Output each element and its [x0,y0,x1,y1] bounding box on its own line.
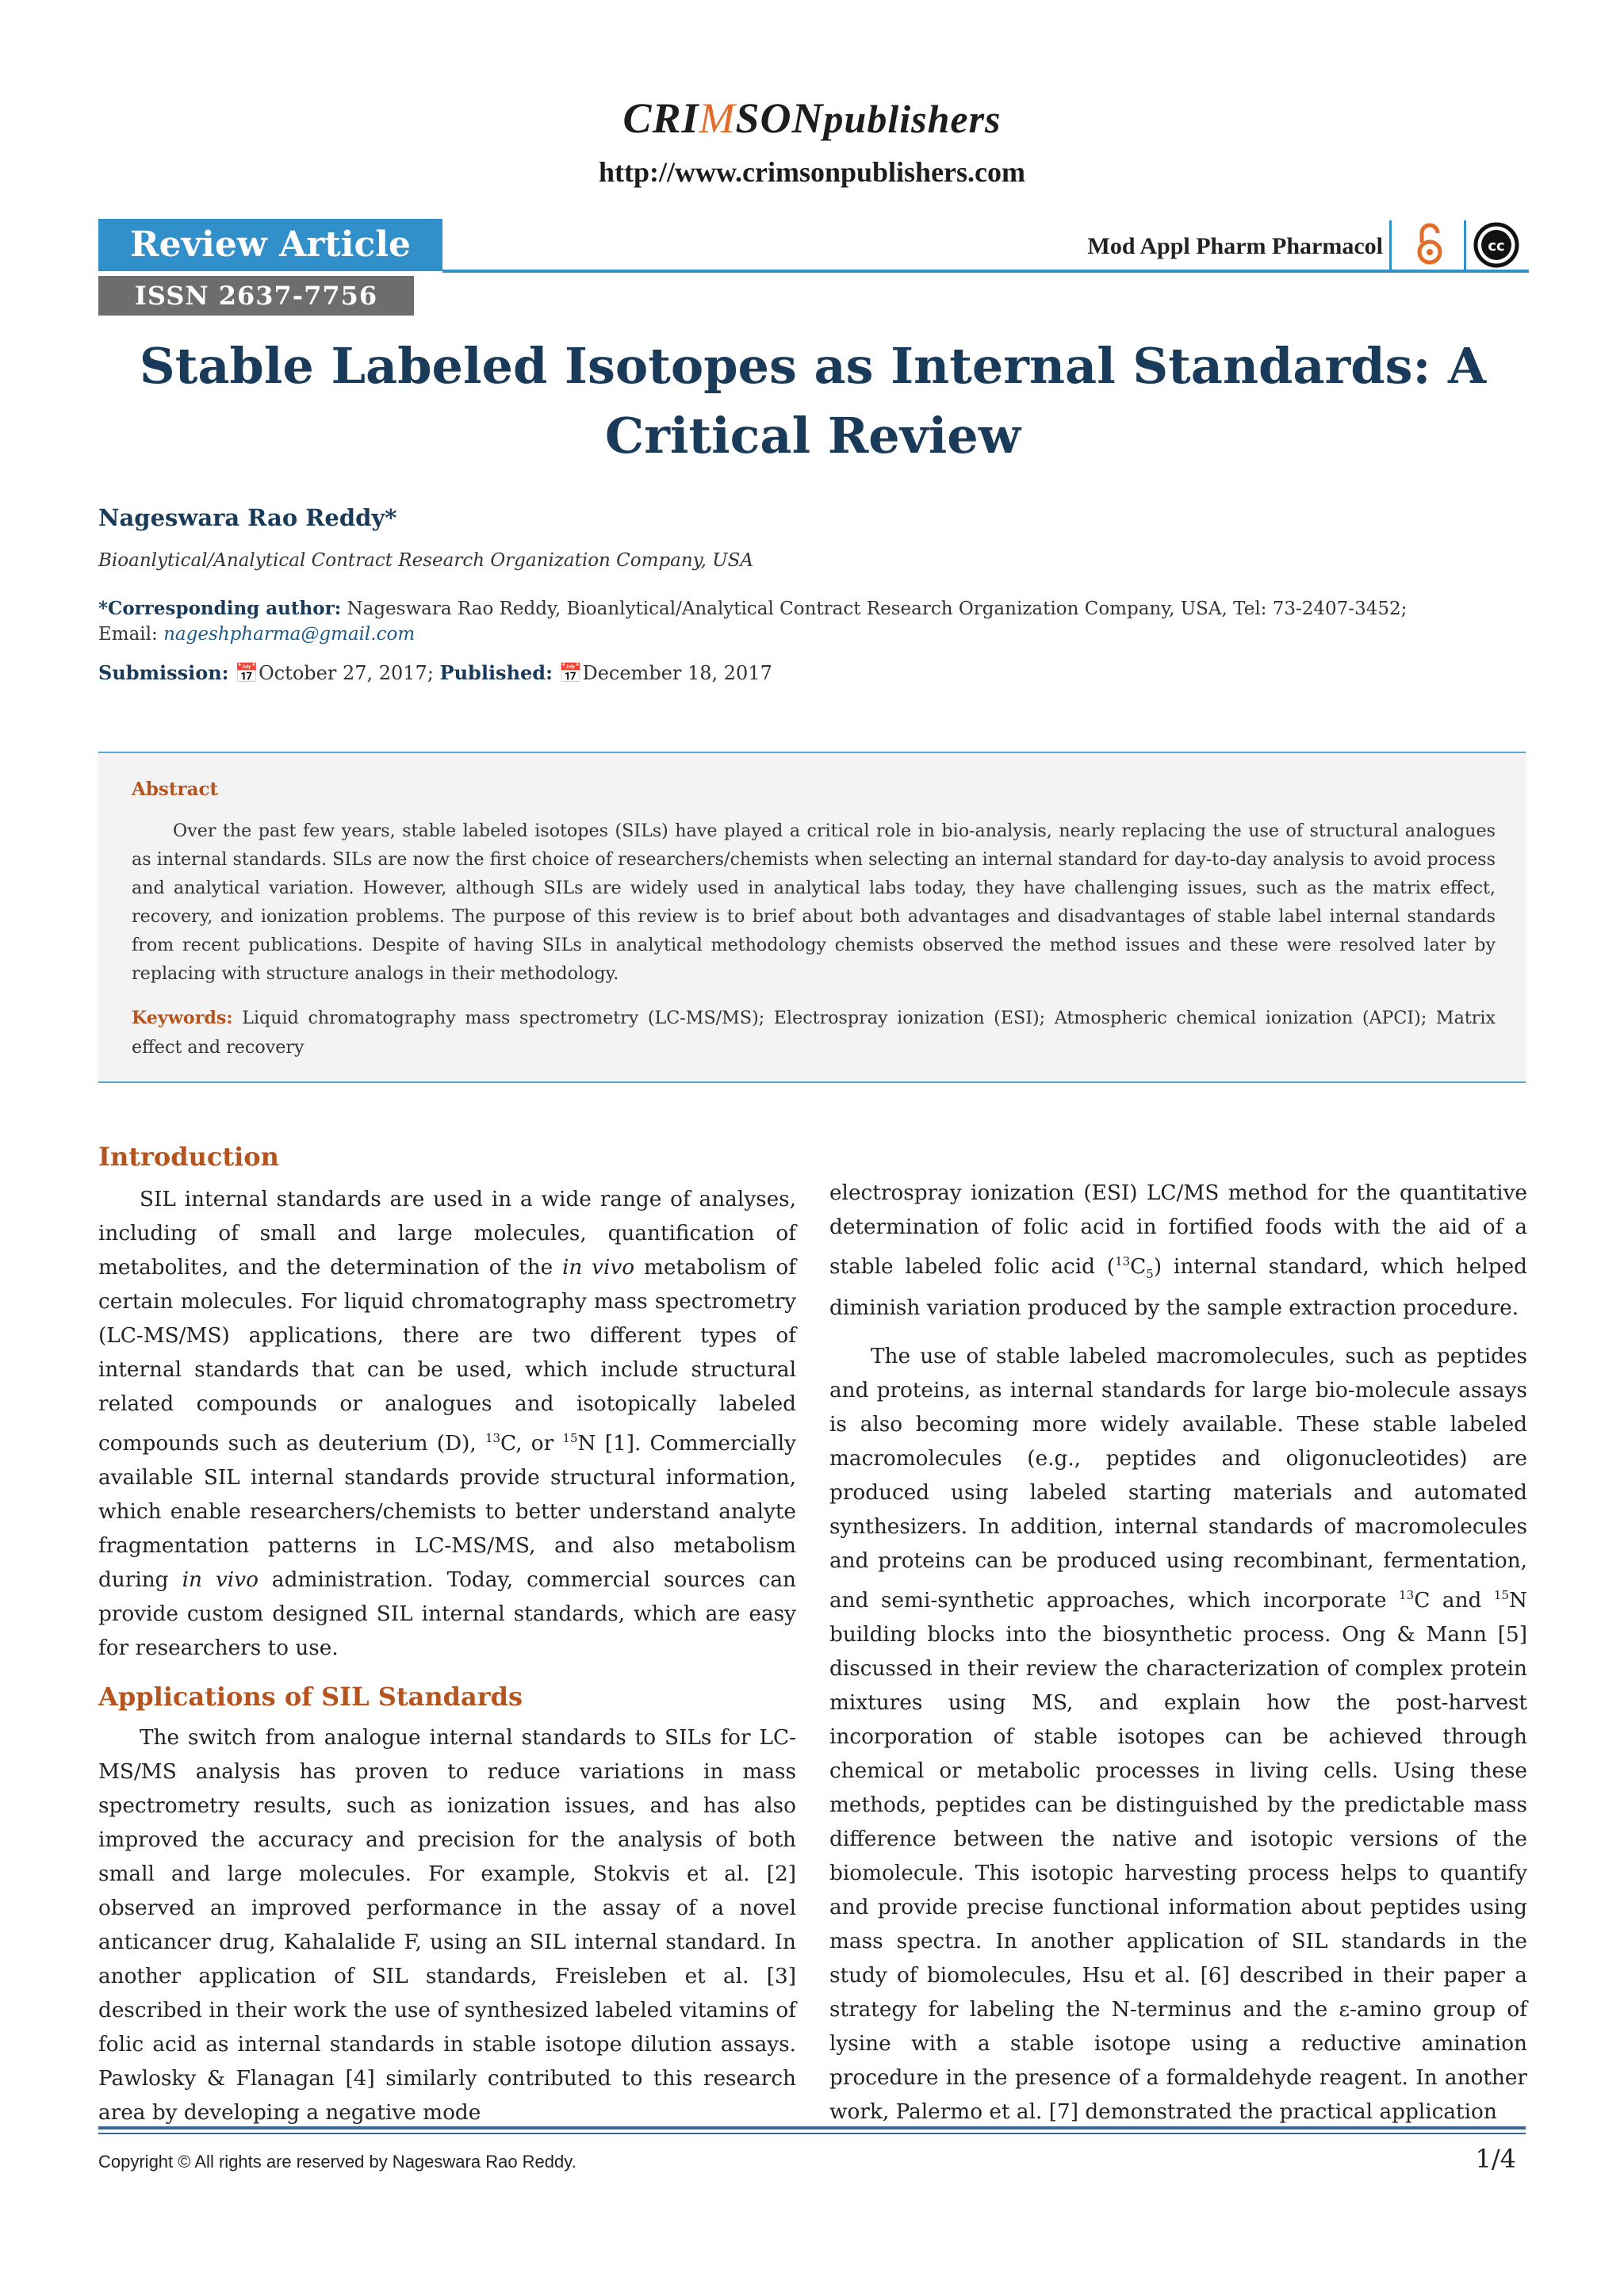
author-affiliation: Bioanlytical/Analytical Contract Research Organization Company, USA [98,550,753,571]
page-number: 1/4 [1475,2144,1516,2174]
left-column [98,1142,796,2130]
issn-badge: ISSN 2637-7756 [98,276,414,316]
copyright-notice: Copyright © All rights are reserved by Nageswara Rao Reddy. [98,2152,576,2172]
header-separator [1464,220,1466,270]
header-rule [442,270,1529,273]
right-column [829,1177,1527,2130]
journal-name: Mod Appl Pharm Pharmacol [1087,233,1383,259]
author-name: Nageswara Rao Reddy* [98,504,397,531]
abstract-heading: Abstract [132,779,219,800]
publisher-url[interactable]: http://www.crimsonpublishers.com [598,156,1026,188]
right-paragraph-1: electrospray ionization (ESI) LC/MS method for the quantitative determination of folic acid in fortified foods with the aid of a stable labeled folic acid $(^{13}C_5)$ internal standard, which helped diminish variation produced by the sample extraction procedure. [829,1181,1527,1321]
article-title: Stable Labeled Isotopes as Internal Standards: A Critical Review [139,337,1487,465]
intro-paragraph: SIL internal standards are used in a wide range of analyses, including of small and large molecules, quantification of metabolites, and the determination of the in vivo metabolism of certain molecules. For liquid chromatography mass spectrometry (LC-MS/MS) applications, there are two different types of internal standards that can be used, which include structural related compounds or analogues and isotopically labeled compounds such as deuterium (D), $^{13}$C, or $^{15}$N [1]. Commercially available SIL internal standards provide structural information, which enable researchers/chemists to better understand analyte fragmentation patterns in LC-MS/MS, and also metabolism during in vivo administration. Today, commercial sources can provide custom designed SIL internal standards, which are easy for researchers to use. [98,1188,796,1660]
creative-commons-icon [1473,222,1519,268]
dates-line: Submission: 📅October 27, 2017; Published: 📅December 18, 2017 [98,661,772,684]
publisher-logo: CRIMSONpublishers [622,94,1002,142]
calendar-icon: 📅 [558,662,583,684]
abstract-text: Over the past few years, stable labeled isotopes (SILs) have played a critical role in bio-analysis, nearly replacing the use of structural analogues as internal standards. SILs are now the first choice of researchers/chemists when selecting an internal standard for day-to-day analysis to avoid process and analytical variation. However, although SILs are widely used in analytical labs today, they have challenging issues, such as the matrix effect, recovery, and ionization problems. The purpose of this review is to brief about both advantages and disadvantages of stable label internal standards from recent publications. Despite of having SILs in analytical methodology chemists observed the method issues and these were resolved later by replacing with structure analogs in their methodology. [132,821,1496,984]
section-heading-applications: Applications of SIL Standards [98,1681,523,1712]
article-type-badge: Review Article [98,219,442,271]
right-paragraph-2: The use of stable labeled macromolecules, such as peptides and proteins, as internal standards for large bio-molecule assays is also becoming more widely available. These stable labeled macromolecules (e.g., peptides and oligonucleotides) are produced using labeled starting materials and automated synthesizers. In addition, internal standards of macromolecules and proteins can be produced using recombinant, fermentation, and semi-synthetic approaches, which incorporate $^{13}$C and $^{15}$N building blocks into the biosynthetic process. Ong & Mann [5] discussed in their review the characterization of complex protein mixtures using MS, and explain how the post-harvest incorporation of stable isotopes can be achieved through chemical or metabolic processes in living cells. Using these methods, peptides can be distinguished by the predictable mass difference between the native and isotopic versions of the biomolecule. This isotopic harvesting process helps to quantify and provide precise functional information about peptides using mass spectra. In another application of SIL standards in the study of biomolecules, Hsu et al. [6] described in their paper a strategy for labeling the N-terminus and the ε-amino group of lysine with a stable isotope using a reductive amination procedure in the presence of a formaldehyde reagent. In another work, Palermo et al. [7] demonstrated the practical application [829,1345,1528,2124]
svg-text:cc: cc [1488,238,1505,254]
section-heading-introduction: Introduction [98,1142,279,1172]
corresponding-author: *Corresponding author: Nageswara Rao Reddy, Bioanlytical/Analytical Contract Research Organization Company, USA, Tel: 73-2407-3452; Email: nageshpharma@gmail.com [98,598,1408,645]
footer-rule [98,2126,1526,2130]
email-link[interactable]: nageshpharma@gmail.com [163,624,416,645]
keywords: Keywords: Liquid chromatography mass spectrometry (LC-MS/MS); Electrospray ionization (ESI); Atmospheric chemical ionization (APCI); Matrix effect and recovery [132,1008,1496,1058]
footer-rule [98,2133,1526,2134]
open-access-lock-icon [1408,222,1451,266]
applications-paragraph: The switch from analogue internal standards to SILs for LC-MS/MS analysis has proven to reduce variations in mass spectrometry results, such as ionization issues, and has also improved the accuracy and precision for the analysis of both small and large molecules. For example, Stokvis et al. [2] observed an improved performance in the assay of a novel anticancer drug, Kahalalide F, using an SIL internal standard. In another application of SIL standards, Freisleben et al. [3] described in their work the use of synthesized labeled vitamins of folic acid as internal standards in stable isotope dilution assays. Pawlosky & Flanagan [4] similarly contributed to this research area by developing a negative mode [98,1725,796,2125]
calendar-icon: 📅 [235,662,259,684]
header-separator [1389,220,1392,270]
